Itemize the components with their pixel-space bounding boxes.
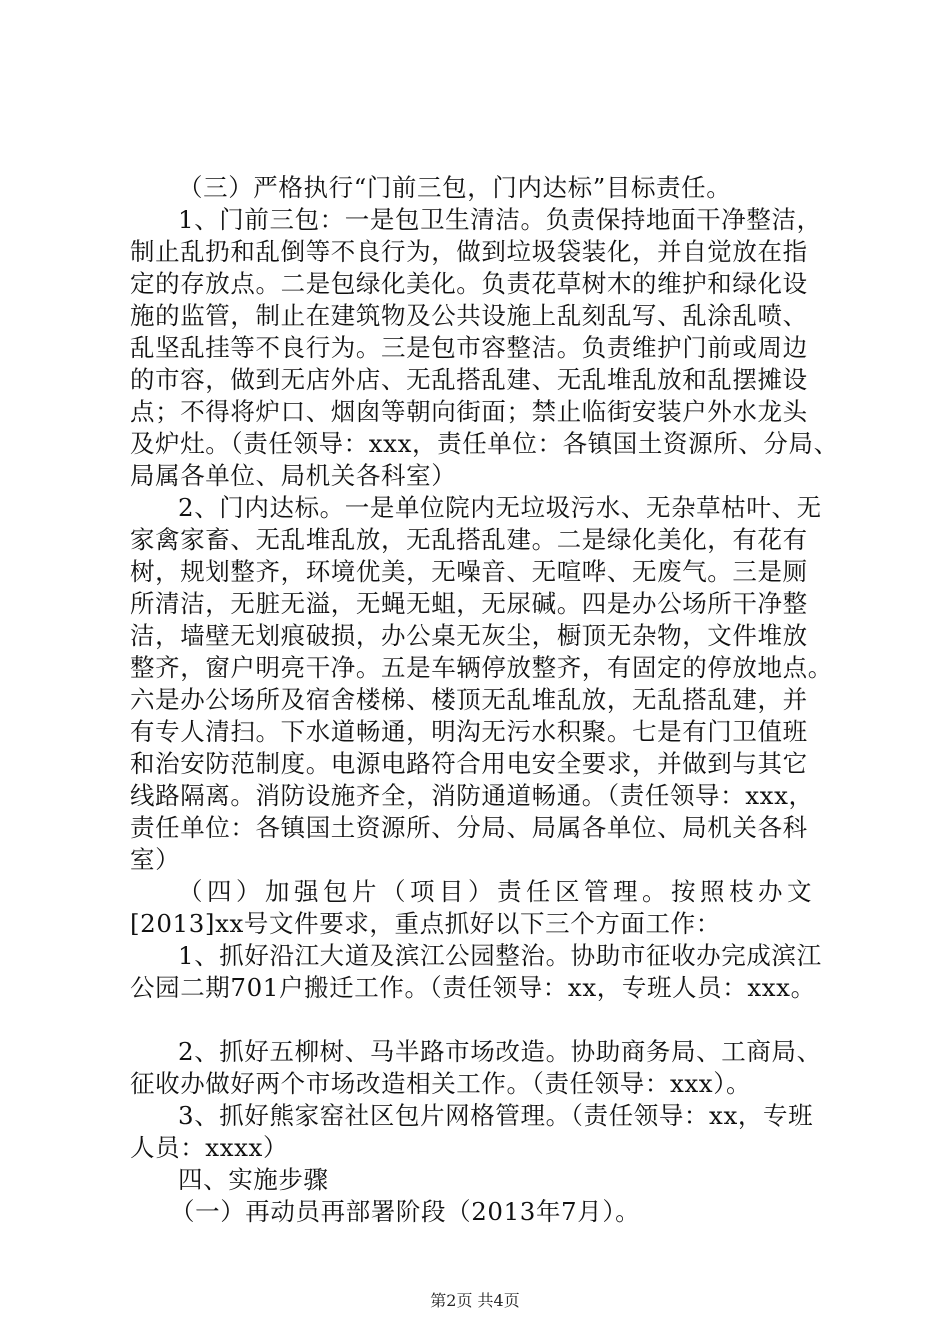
body-line-23: [2013]xx号文件要求，重点抓好以下三个方面工作： (130, 909, 721, 938)
body-line-14: 洁，墙壁无划痕破损，办公桌无灰尘，橱顶无杂物，文件堆放 (130, 621, 808, 650)
body-line-11: 家禽家畜、无乱堆乱放，无乱搭乱建。二是绿化美化，有花有 (130, 525, 808, 554)
body-line-7: 点；不得将炉口、烟囱等朝向街面；禁止临街安装户外水龙头 (130, 397, 808, 426)
body-line-17: 有专人清扫。下水道畅通，明沟无污水积聚。七是有门卫值班 (130, 717, 808, 746)
body-line-27: 征收办做好两个市场改造相关工作。（责任领导：xxx）。 (130, 1069, 752, 1098)
body-line-0: （三）严格执行“门前三包，门内达标”目标责任。 (178, 173, 732, 202)
body-line-21: 室） (130, 845, 181, 874)
body-line-19: 线路隔离。消防设施齐全，消防通道畅通。（责任领导：xxx， (130, 781, 814, 810)
body-line-5: 乱坚乱挂等不良行为。三是包市容整洁。负责维护门前或周边 (130, 333, 808, 362)
body-line-8: 及炉灶。（责任领导：xxx，责任单位：各镇国土资源所、分局、 (130, 429, 839, 458)
body-line-2: 制止乱扔和乱倒等不良行为，做到垃圾袋装化，并自觉放在指 (130, 237, 808, 266)
body-line-15: 整齐，窗户明亮干净。五是车辆停放整齐，有固定的停放地点。 (130, 653, 833, 682)
body-line-10: 2、门内达标。一是单位院内无垃圾污水、无杂草枯叶、无 (178, 493, 822, 522)
body-line-20: 责任单位：各镇国土资源所、分局、局属各单位、局机关各科 (130, 813, 808, 842)
body-line-9: 局属各单位、局机关各科室） (130, 461, 457, 490)
body-line-4: 施的监管，制止在建筑物及公共设施上乱刻乱写、乱涂乱喷、 (130, 301, 808, 330)
section-heading-4: 四、实施步骤 (178, 1165, 329, 1194)
subsection-heading-4-1: （一）再动员再部署阶段（2013年7月）。 (170, 1197, 641, 1226)
body-line-13: 所清洁，无脏无溢，无蝇无蛆，无尿碱。四是办公场所干净整 (130, 589, 808, 618)
body-line-25: 公园二期701户搬迁工作。（责任领导：xx，专班人员：xxx。 (130, 973, 816, 1002)
body-line-29: 人员：xxxx） (130, 1133, 289, 1162)
page-footer: 第2页 共4页 (430, 1291, 520, 1310)
body-line-26: 2、抓好五柳树、马半路市场改造。协助商务局、工商局、 (178, 1037, 822, 1066)
body-line-1: 1、门前三包：一是包卫生清洁。负责保持地面干净整洁， (178, 205, 822, 234)
body-line-3: 定的存放点。二是包绿化美化。负责花草树木的维护和绿化设 (130, 269, 808, 298)
body-line-28: 3、抓好熊家窑社区包片网格管理。（责任领导：xx，专班 (178, 1101, 814, 1130)
body-line-22: （四）加强包片（项目）责任区管理。按照枝办文 (178, 877, 816, 906)
body-line-16: 六是办公场所及宿舍楼梯、楼顶无乱堆乱放，无乱搭乱建，并 (130, 685, 808, 714)
body-line-18: 和治安防范制度。电源电路符合用电安全要求，并做到与其它 (130, 749, 808, 778)
body-line-6: 的市容，做到无店外店、无乱搭乱建、无乱堆乱放和乱摆摊设 (130, 365, 808, 394)
body-line-12: 树，规划整齐，环境优美，无噪音、无喧哗、无废气。三是厕 (130, 557, 808, 586)
body-line-24: 1、抓好沿江大道及滨江公园整治。协助市征收办完成滨江 (178, 941, 822, 970)
